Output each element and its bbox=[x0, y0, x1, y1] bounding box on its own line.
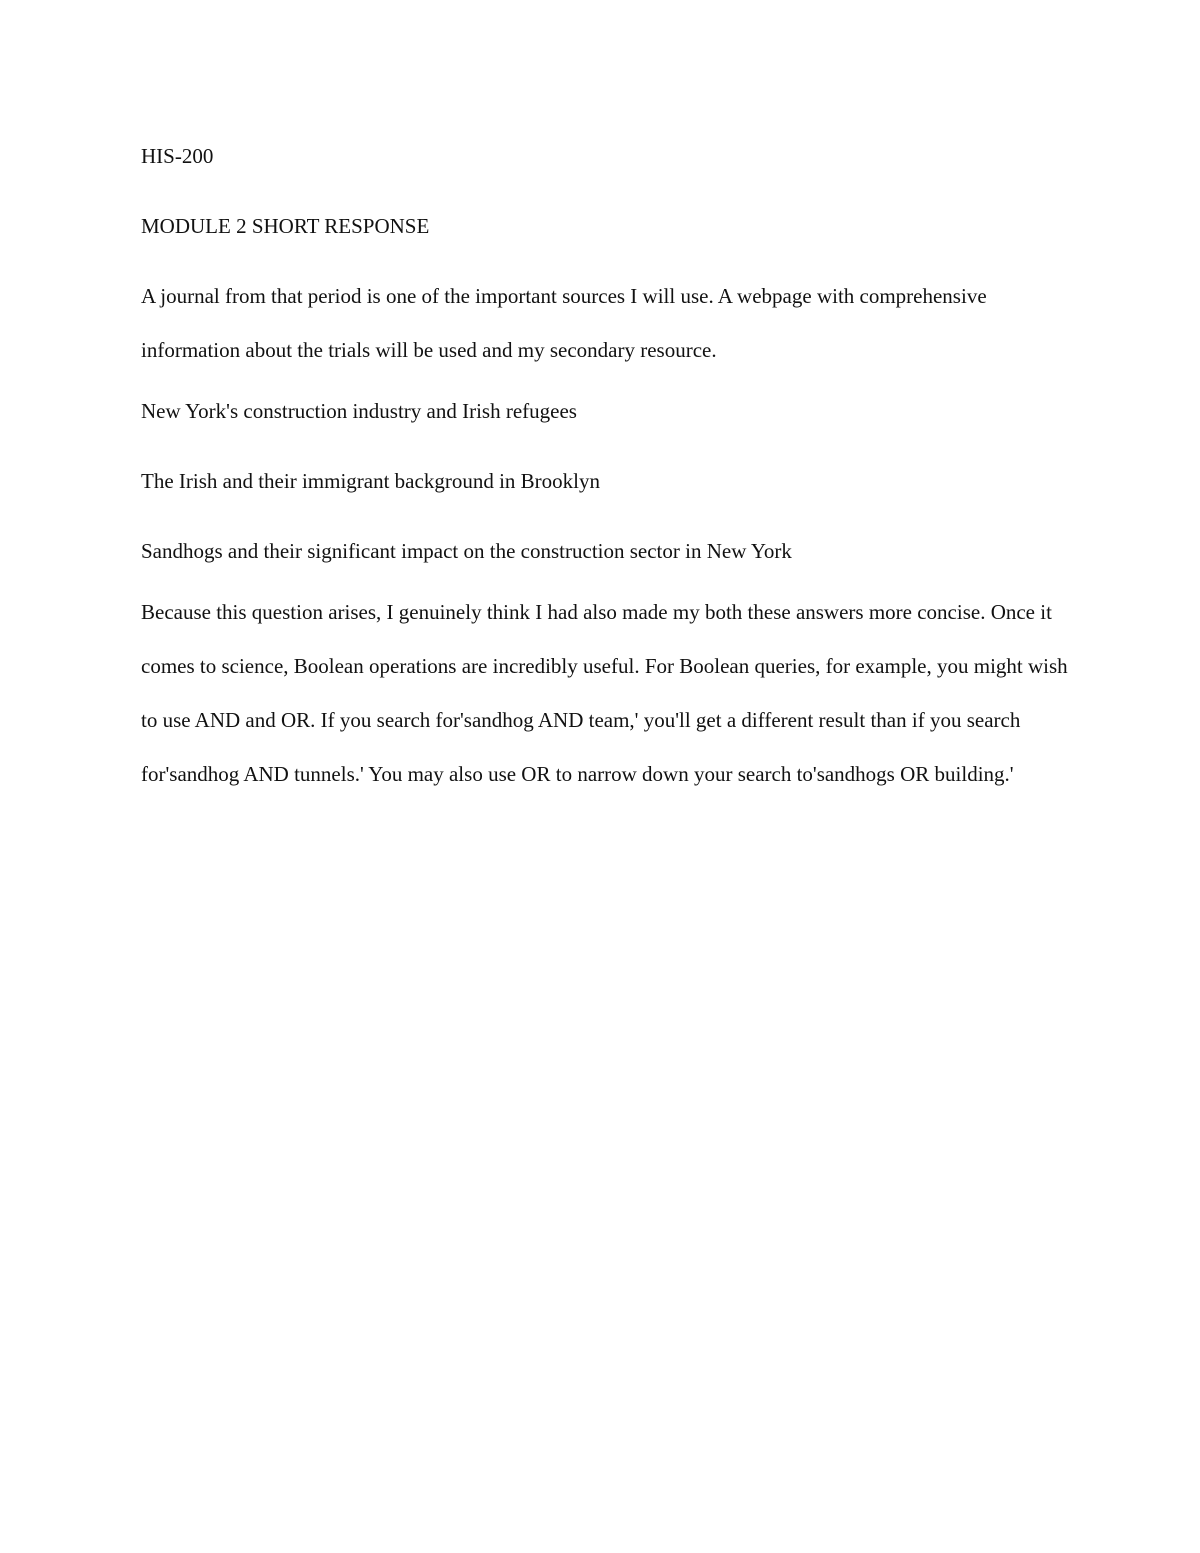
topic-item: New York's construction industry and Irish refugees bbox=[141, 399, 577, 423]
assignment-heading: MODULE 2 SHORT RESPONSE bbox=[141, 214, 430, 238]
topic-item: The Irish and their immigrant background in Brooklyn bbox=[141, 469, 600, 493]
sources-paragraph: A journal from that period is one of the important sources I will use. A webpage with comprehensive information about the trials will be used and my secondary resource. bbox=[141, 284, 987, 362]
boolean-paragraph: Because this question arises, I genuinely think I had also made my both these answers more concise. Once it comes to science, Boolean operations are incredibly useful. For Boolean queries, for example, you might wish to use AND and OR. If you search for'sandhog AND team,' you'll get a different result than if you search for'sandhog AND tunnels.' You may also use OR to narrow down your search to'sandhogs OR building.' bbox=[141, 600, 1068, 786]
document-body bbox=[141, 138, 1071, 822]
topic-item: Sandhogs and their significant impact on the construction sector in New York bbox=[141, 539, 792, 563]
course-code: HIS-200 bbox=[141, 144, 214, 168]
